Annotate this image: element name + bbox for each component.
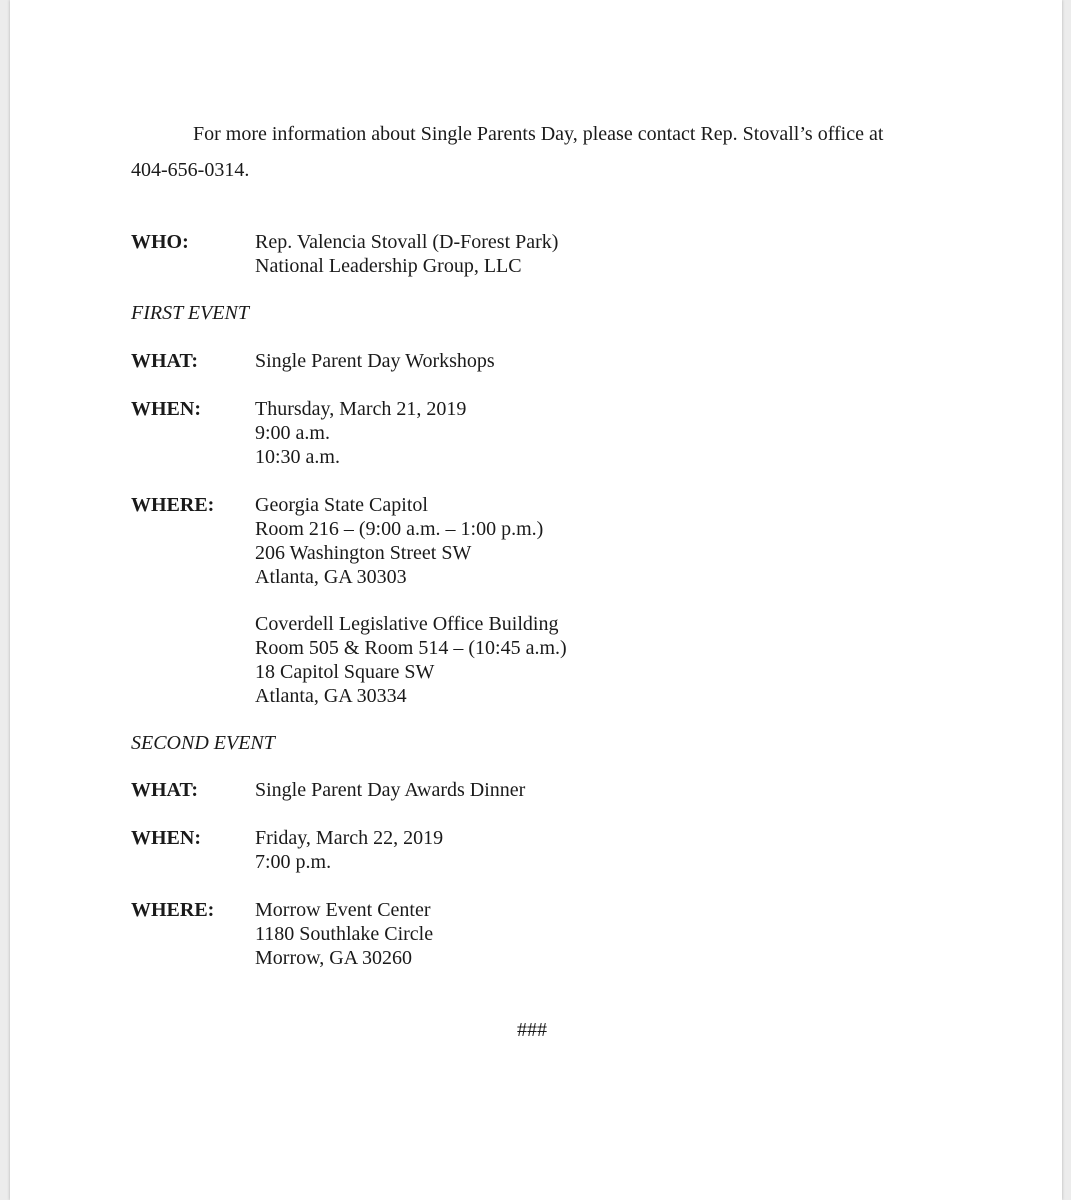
- intro-line-1: For more information about Single Parents Day, please contact Rep. Stovall’s office at: [193, 123, 884, 145]
- first-when-line: Thursday, March 21, 2019: [255, 398, 467, 420]
- who-value: [255, 230, 558, 278]
- first-when-line: 10:30 a.m.: [255, 446, 340, 468]
- second-where-line: Morrow Event Center: [255, 899, 431, 921]
- second-where-label: WHERE:: [131, 899, 215, 921]
- first-when-value: [255, 397, 466, 469]
- first-event-heading: FIRST EVENT: [131, 302, 249, 324]
- first-when-label: WHEN:: [131, 398, 201, 420]
- first-where-line: Room 216 – (9:00 a.m. – 1:00 p.m.): [255, 518, 544, 540]
- document-page: [10, 0, 1062, 1200]
- first-when-line: 9:00 a.m.: [255, 422, 330, 444]
- first-where-line: Coverdell Legislative Office Building: [255, 613, 559, 635]
- first-where-label: WHERE:: [131, 494, 215, 516]
- first-where-line: 18 Capitol Square SW: [255, 661, 435, 683]
- first-what-label: WHAT:: [131, 350, 199, 372]
- first-where-line: Atlanta, GA 30334: [255, 685, 407, 707]
- second-where-line: Morrow, GA 30260: [255, 947, 413, 969]
- end-mark: ###: [517, 1019, 547, 1041]
- second-when-line: 7:00 p.m.: [255, 851, 332, 873]
- second-what-line: Single Parent Day Awards Dinner: [255, 779, 526, 801]
- who-line: National Leadership Group, LLC: [255, 255, 522, 277]
- first-what-line: Single Parent Day Workshops: [255, 350, 495, 372]
- intro-line-2-phone: 404-656-0314.: [131, 159, 250, 181]
- second-where-value: [255, 898, 433, 970]
- second-when-label: WHEN:: [131, 827, 201, 849]
- first-where-value-capitol: [255, 493, 543, 589]
- who-line: Rep. Valencia Stovall (D-Forest Park): [255, 231, 559, 253]
- first-what-value: [255, 349, 495, 373]
- first-where-line: Georgia State Capitol: [255, 494, 428, 516]
- first-where-value-coverdell: [255, 612, 567, 708]
- first-where-line: 206 Washington Street SW: [255, 542, 472, 564]
- second-event-heading: SECOND EVENT: [131, 732, 275, 754]
- second-when-line: Friday, March 22, 2019: [255, 827, 444, 849]
- first-where-line: Room 505 & Room 514 – (10:45 a.m.): [255, 637, 567, 659]
- who-label: WHO:: [131, 231, 189, 253]
- first-where-line: Atlanta, GA 30303: [255, 566, 407, 588]
- second-what-label: WHAT:: [131, 779, 199, 801]
- second-what-value: [255, 778, 525, 802]
- second-when-value: [255, 826, 443, 874]
- second-where-line: 1180 Southlake Circle: [255, 923, 434, 945]
